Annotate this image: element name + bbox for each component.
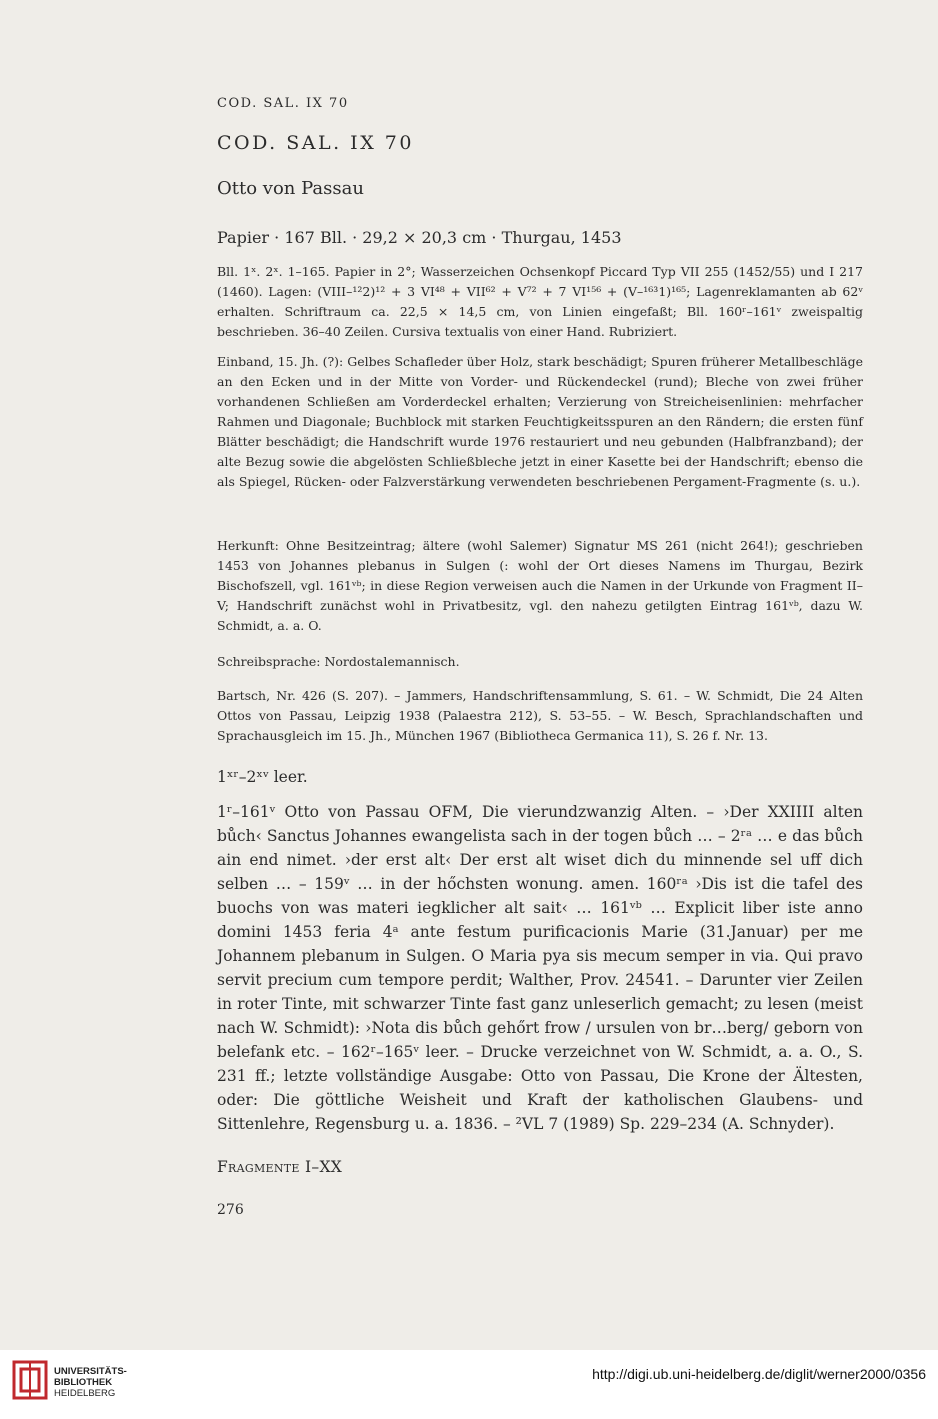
running-head: COD. SAL. IX 70 bbox=[217, 96, 349, 111]
permalink-url[interactable]: http://digi.ub.uni-heidelberg.de/diglit/werner2000/0356 bbox=[592, 1366, 926, 1382]
contents-paragraph: 1ʳ–161ᵛ Otto von Passau OFM, Die vierundzwanzig Alten. – ›Der XXIIII alten bůch‹ Sanctus Johannes ewangelista sach in der togen bůch … – 2ʳᵃ … e das bůch ain end nimet. ›der erst alt‹ Der erst alt wiset dich du minnende sel uff dich selben … – 159ᵛ … in der hőchsten wonung. amen. 160ʳᵃ ›Dis ist die tafel des buochs von was materi iegklicher alt sait‹ … 161ᵛᵇ … Explicit liber iste anno domini 1453 feria 4ᵃ ante festum purificacionis Marie (31.Januar) per me Johannem plebanum in Sulgen. O Maria pya sis mecum semper in via. Qui pravo servit precium cum tempore perdit; Walther, Prov. 24541. – Darunter vier Zeilen in roter Tinte, mit schwarzer Tinte fast ganz unleserlich gemacht; zu lesen (meist nach W. Schmidt): ›Nota dis bůch gehőrt frow / ursulen von br…berg/ geborn von belefank etc. – 162ʳ–165ᵛ leer. – Drucke verzeichnet von W. Schmidt, a. a. O., S. 231 ff.; letzte vollständige Ausgabe: Otto von Passau, Die Krone der Ältesten, oder: Die göttliche Weisheit und Kraft der katholischen Glaubens- und Sittenlehre, Regensburg u. a. 1836. – ²VL 7 (1989) Sp. 229–234 (A. Schnyder). bbox=[217, 803, 863, 1133]
codicological-summary: Papier · 167 Bll. · 29,2 × 20,3 cm · Thurgau, 1453 bbox=[217, 228, 622, 247]
description-paragraph: Bll. 1ˣ. 2ˣ. 1–165. Papier in 2°; Wasserzeichen Ochsenkopf Piccard Typ VII 255 (1452/55) und I 217 (1460). Lagen: (VIII–¹²2)¹² + 3 VI⁴⁸ + VII⁶² + V⁷² + 7 VI¹⁵⁶ + (V–¹⁶³1)¹⁶⁵; Lagenreklamanten ab 62ᵛ erhalten. Schriftraum ca. 22,5 × 14,5 cm, von Linien eingefaßt; Bll. 160ʳ–161ᵛ zweispaltig beschrieben. 36–40 Zeilen. Cursiva textualis von einer Hand. Rubriziert. bbox=[217, 264, 863, 339]
ub-heidelberg-logo-icon bbox=[12, 1360, 48, 1400]
literature-paragraph: Bartsch, Nr. 426 (S. 207). – Jammers, Handschriftensammlung, S. 61. – W. Schmidt, Die 24 Alten Ottos von Passau, Leipzig 1938 (Palaestra 212), S. 53–55. – W. Besch, Sprachlandschaften und Sprachausgleich im 15. Jh., München 1967 (Bibliotheca Germanica 11), S. 26 f. Nr. 13. bbox=[217, 688, 863, 743]
library-name bbox=[54, 1366, 127, 1399]
library-line-2: BIBLIOTHEK bbox=[54, 1377, 113, 1388]
blank-leaves-note: 1ˣʳ–2ˣᵛ leer. bbox=[217, 768, 308, 786]
language-paragraph: Schreibsprache: Nordostalemannisch. bbox=[217, 654, 460, 669]
author-title: Otto von Passau bbox=[217, 178, 364, 199]
viewer-footer bbox=[0, 1350, 938, 1419]
library-line-1: UNIVERSITÄTS- bbox=[54, 1366, 127, 1377]
manuscript-signature: COD. SAL. IX 70 bbox=[217, 132, 414, 154]
page-number: 276 bbox=[217, 1202, 244, 1218]
binding-paragraph: Einband, 15. Jh. (?): Gelbes Schafleder über Holz, stark beschädigt; Spuren früherer Metallbeschläge an den Ecken und in der Mitte von Vorder- und Rückendeckel (rund); Bleche von zwei früher vorhandenen Schließen am Vorderdeckel erhalten; Verzierung von Streicheisenlinien: mehrfacher Rahmen und Diagonale; Buchblock mit starken Feuchtigkeitsspuren an den Rändern; die ersten fünf Blätter beschädigt; die Handschrift wurde 1976 restauriert und neu gebunden (Halbfranzband); der alte Bezug sowie die abgelösten Schließbleche jetzt in einer Kasette bei der Handschrift; ebenso die als Spiegel, Rücken- oder Falzverstärkung verwendeten beschriebenen Pergament-Fragmente (s. u.). bbox=[217, 354, 863, 489]
fragments-heading: Fragmente I–XX bbox=[217, 1158, 343, 1176]
library-line-3: HEIDELBERG bbox=[54, 1388, 116, 1399]
provenance-paragraph: Herkunft: Ohne Besitzeintrag; ältere (wohl Salemer) Signatur MS 261 (nicht 264!); geschrieben 1453 von Johannes plebanus in Sulgen (: wohl der Ort dieses Namens im Thurgau, Bezirk Bischofszell, vgl. 161ᵛᵇ; in diese Region verweisen auch die Namen in der Urkunde von Fragment II–V; Handschrift zunächst wohl in Privatbesitz, vgl. den nahezu getilgten Eintrag 161ᵛᵇ, dazu W. Schmidt, a. a. O. bbox=[217, 538, 863, 633]
